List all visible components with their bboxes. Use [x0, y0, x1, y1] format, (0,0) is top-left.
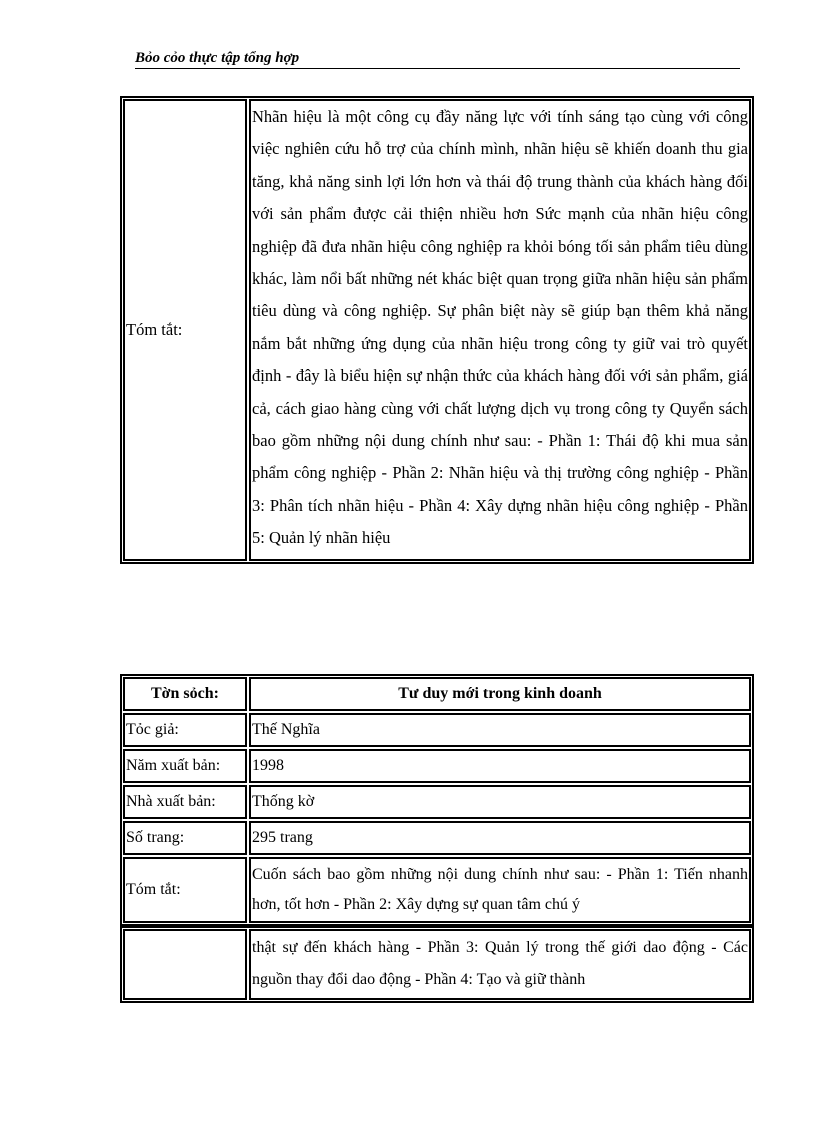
year-label: Năm xuất bản:: [123, 749, 247, 783]
continuation-text: thật sự đến khách hàng - Phần 3: Quản lý trong thế giới dao động - Các nguồn thay đổi dao động - Phần 4: Tạo và giữ thành: [249, 929, 751, 1000]
table-row: [123, 785, 751, 819]
author-value: Thế Nghĩa: [249, 713, 751, 747]
pages-label: Số trang:: [123, 821, 247, 855]
book-info-table: [120, 674, 754, 926]
pages-value: 295 trang: [249, 821, 751, 855]
continuation-row: [123, 929, 751, 1000]
summary-text: Nhãn hiệu là một công cụ đầy năng lực với tính sáng tạo cùng với công việc nghiên cứu hỗ trợ của chính mình, nhãn hiệu sẽ khiến doanh thu gia tăng, khả năng sinh lợi lớn hơn và thái độ trung thành của khách hàng đối với sản phẩm được cải thiện nhiều hơn Sức mạnh của nhãn hiệu công nghiệp đã đưa nhãn hiệu công nghiệp ra khỏi bóng tối sản phẩm tiêu dùng khác, làm nổi bất những nét khác biệt quan trọng giữa nhãn hiệu sản phẩm tiêu dùng và công nghiệp. Sự phân biệt này sẽ giúp bạn thêm khả năng nắm bắt những ứng dụng của nhãn hiệu trong công ty giữ vai trò quyết định - đây là biểu hiện sự nhận thức của khách hàng đối với sản phẩm, giá cả, cách giao hàng cùng với chất lượng dịch vụ trong công ty Quyển sách bao gồm những nội dung chính như sau: - Phần 1: Thái độ khi mua sản phẩm công nghiệp - Phần 2: Nhãn hiệu và thị trường công nghiệp - Phần 3: Phân tích nhãn hiệu - Phần 4: Xây dựng nhãn hiệu công nghiệp - Phần 5: Quản lý nhãn hiệu: [249, 99, 751, 561]
book-summary-label: Tóm tắt:: [123, 857, 247, 923]
continuation-label: [123, 929, 247, 1000]
table-row: [123, 821, 751, 855]
table-row: [123, 857, 751, 923]
book-title-label: Tờn sỏch:: [123, 677, 247, 711]
book-title-row: [123, 677, 751, 711]
table-row: [123, 713, 751, 747]
year-value: 1998: [249, 749, 751, 783]
book-title-value: Tư duy mới trong kinh doanh: [249, 677, 751, 711]
summary-table: [120, 96, 754, 564]
page-header: [135, 49, 740, 69]
header-title: Bỏo cỏo thực tập tổng hợp: [135, 50, 300, 66]
continuation-table: [120, 926, 754, 1003]
publisher-label: Nhà xuất bản:: [123, 785, 247, 819]
author-label: Tỏc giả:: [123, 713, 247, 747]
summary-label: Tóm tắt:: [123, 99, 247, 561]
book-summary-text: Cuốn sách bao gồm những nội dung chính như sau: - Phần 1: Tiến nhanh hơn, tốt hơn - Phần 2: Xây dựng sự quan tâm chú ý: [249, 857, 751, 923]
publisher-value: Thống kờ: [249, 785, 751, 819]
summary-row: [123, 99, 751, 561]
table-row: [123, 749, 751, 783]
